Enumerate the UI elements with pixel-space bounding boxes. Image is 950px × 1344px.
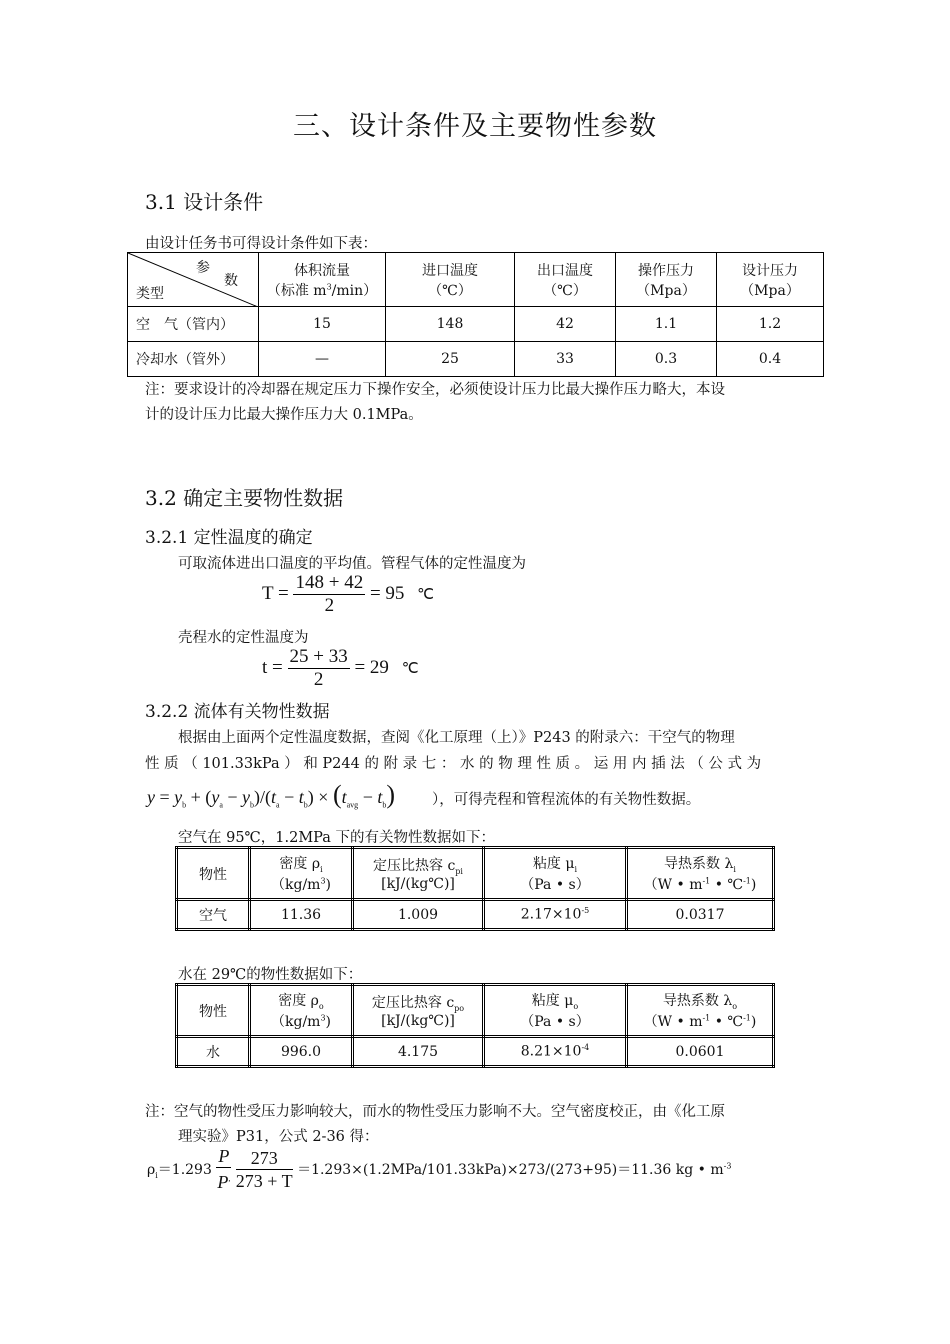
note2-line-1: 注：空气的物性受压力影响较大，而水的物性受压力影响不大。空气密度校正，由《化工原: [145, 1104, 725, 1120]
cell: 42: [515, 307, 616, 342]
cell: 1.1: [616, 307, 717, 342]
viscosity-header: 粘度 $\mu_i$ （Pa • s）: [484, 848, 627, 900]
note-line-2: 计的设计压力比最大操作压力大 0.1MPa。: [145, 407, 423, 423]
design-conditions-table: [127, 252, 824, 377]
interp-tail: ），可得壳程和管程流体的有关物性数据。: [432, 792, 701, 808]
cell: 996.0: [250, 1037, 353, 1067]
conductivity-header: 导热系数 $\lambda_o$ （W • $m^{-1}$ • ℃$^{-1}$): [627, 985, 774, 1037]
viscosity-header: 粘度 $\mu_o$ （Pa • s）: [484, 985, 627, 1037]
cell: $8.21\times 10^{-4}$: [484, 1037, 627, 1067]
cp-header: 定压比热容 $c_{po}$ [kJ/(kg℃)]: [353, 985, 484, 1037]
cell: —: [259, 342, 386, 377]
density-header: 密度 $\rho_i$ $(kg/m^3)$: [250, 848, 353, 900]
section-3-1-heading: 3.1 设计条件: [145, 190, 264, 214]
cell: 0.0317: [627, 900, 774, 930]
col-header-2: 出口温度 （℃）: [515, 253, 616, 307]
cp-header: 定压比热容 $c_{pi}$ [kJ/(kg℃)]: [353, 848, 484, 900]
col-header-4: 设计压力 （Mpa）: [717, 253, 824, 307]
row-label: 空气: [177, 900, 250, 930]
design-intro: 由设计任务书可得设计条件如下表：: [145, 236, 377, 252]
col-header-0: 体积流量 （标准 $m^3/\min$）: [259, 253, 386, 307]
cell: 0.4: [717, 342, 824, 377]
cell: 0.0601: [627, 1037, 774, 1067]
cell: 15: [259, 307, 386, 342]
cell: 1.009: [353, 900, 484, 930]
corner-header-cell: [128, 253, 259, 307]
para-line-2: 性 质 （ 101.33kPa ） 和 P244 的 附 录 七 ： 水 的 物 理 性 质 。 运 用 内 插 法 （ 公 式 为: [145, 756, 762, 772]
cell: 0.3: [616, 342, 717, 377]
row-label: 水: [177, 1037, 250, 1067]
equation-t: t = $\frac{25 + 33}{2}$ = 29 ℃: [262, 646, 419, 690]
cell: 33: [515, 342, 616, 377]
row-label: 空 气（管内）: [128, 307, 259, 342]
shell-text: 壳程水的定性温度为: [178, 630, 309, 646]
corner-mid-label: 数: [224, 273, 238, 289]
table-row: [128, 307, 824, 342]
cell: 11.36: [250, 900, 353, 930]
corner-top-label: 参: [196, 260, 210, 276]
water-properties-table: [175, 983, 775, 1068]
table-row: [128, 342, 824, 377]
section-3-2-heading: 3.2 确定主要物性数据: [145, 486, 344, 510]
note-line-1: 注：要求设计的冷却器在规定压力下操作安全，必须使设计压力比最大操作压力略大，本设: [145, 382, 725, 398]
density-header: 密度 $\rho_o$ $(kg/m^3)$: [250, 985, 353, 1037]
col-header-3: 操作压力 （Mpa）: [616, 253, 717, 307]
cell: $2.17\times 10^{-5}$: [484, 900, 627, 930]
para-line-1: 根据由上面两个定性温度数据，查阅《化工原理（上）》P243 的附录六：干空气的物理: [178, 730, 735, 746]
cell: 4.175: [353, 1037, 484, 1067]
row-label: 冷却水（管外）: [128, 342, 259, 377]
air-properties-table: [175, 846, 775, 931]
page-title: 三、设计条件及主要物性参数: [293, 111, 657, 142]
prop-header: 物性: [177, 848, 250, 900]
sub1-text: 可取流体进出口温度的平均值。管程气体的定性温度为: [178, 556, 526, 572]
cell: 1.2: [717, 307, 824, 342]
section-3-2-2-heading: 3.2.2 流体有关物性数据: [145, 702, 330, 722]
cell: 148: [386, 307, 515, 342]
section-3-2-1-heading: 3.2.1 定性温度的确定: [145, 528, 313, 548]
air-caption: 空气在 95℃，1.2MPa 下的有关物性数据如下：: [178, 830, 496, 846]
prop-header: 物性: [177, 985, 250, 1037]
equation-T: T = $\frac{148 + 42}{2}$ = 95 ℃: [262, 572, 435, 616]
rho-correction-formula: $\rho_i=1.293$ $\frac{P}{P^,}$ $\frac{273}{273 + T}$ ＝1.293×(1.2MPa/101.33kPa)×273/(273+95)＝11.36 kg • $m^{-3}$: [147, 1146, 732, 1192]
conductivity-header: 导热系数 $\lambda_i$ （W • $m^{-1}$ • ℃$^{-1}$): [627, 848, 774, 900]
cell: 25: [386, 342, 515, 377]
table-row: [177, 1037, 774, 1067]
corner-bottom-label: 类型: [136, 286, 164, 302]
note2-line-2: 理实验》P31，公式 2-36 得：: [178, 1129, 379, 1145]
table-row: [177, 900, 774, 930]
col-header-1: 进口温度 （℃）: [386, 253, 515, 307]
interp-formula: $y = y_b + (y_a - y_b)/(t_a - t_b) \times (t_{avg} - t_b)$: [147, 780, 396, 810]
water-caption: 水在 29℃的物性数据如下：: [178, 967, 363, 983]
